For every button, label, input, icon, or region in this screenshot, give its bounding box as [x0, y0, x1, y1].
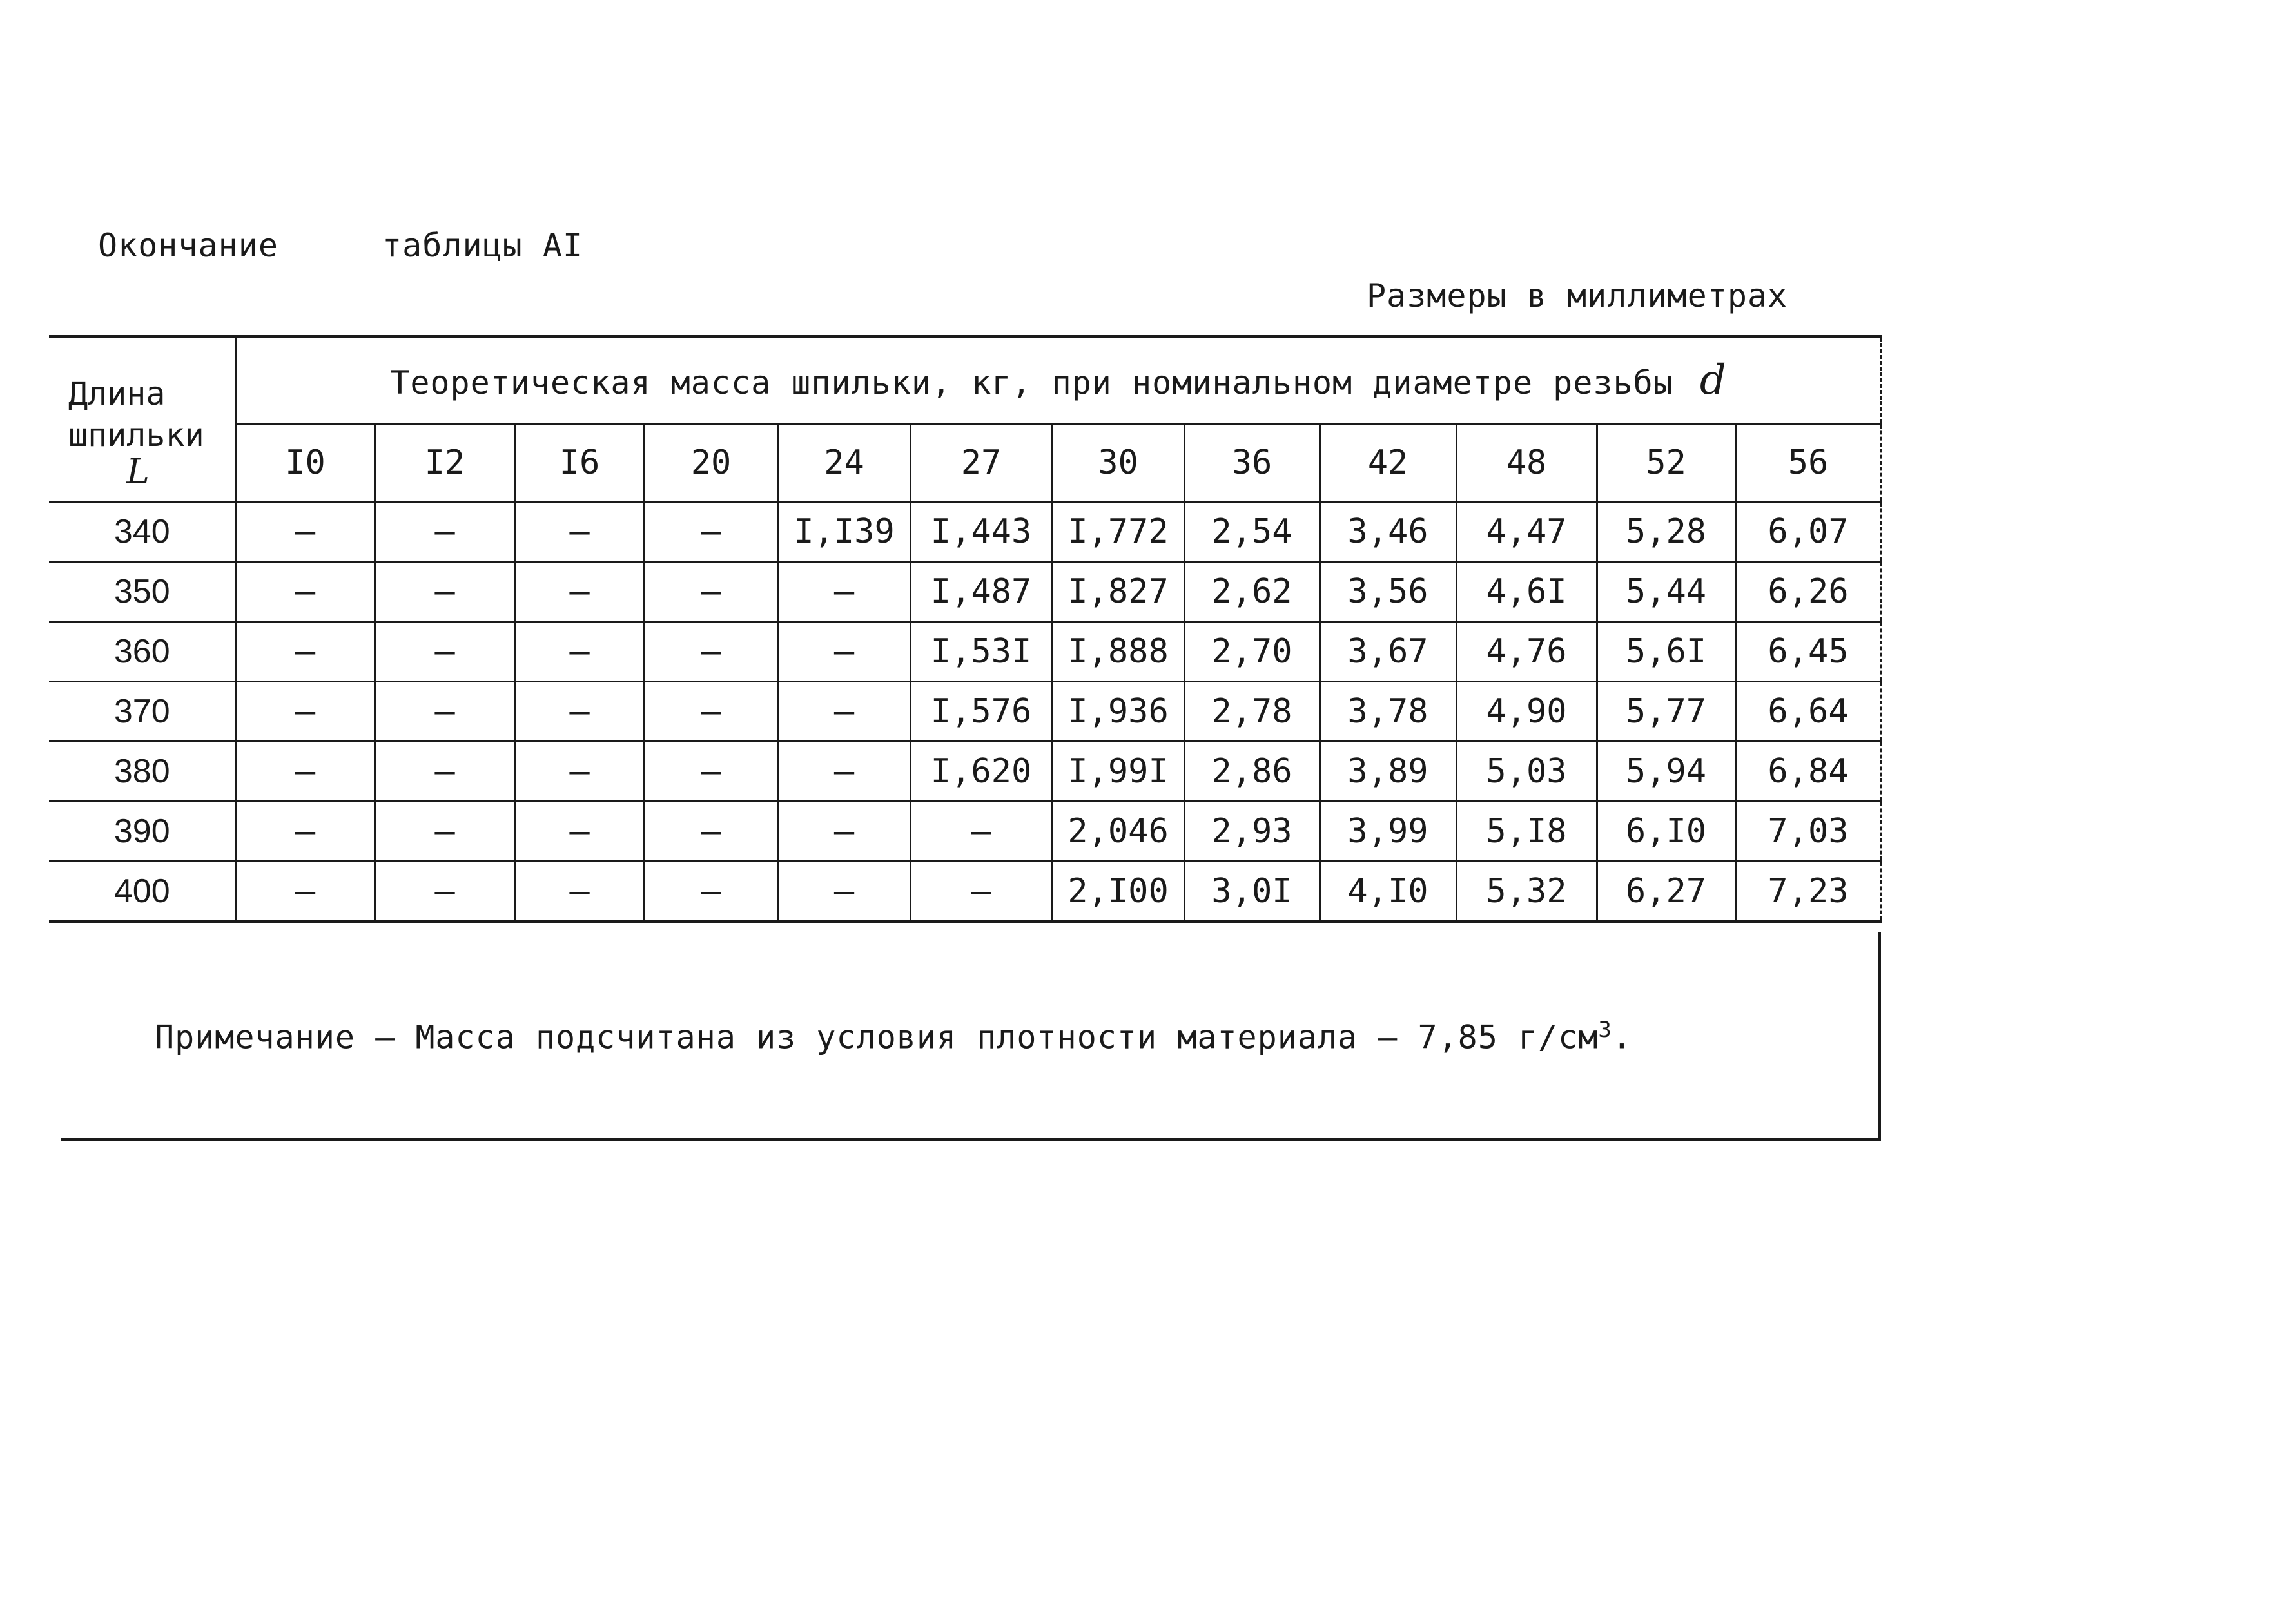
- mass-cell: 2,78: [1184, 682, 1320, 742]
- mass-cell: I,620: [910, 742, 1052, 802]
- caption-table-name: таблицы АI: [382, 227, 583, 264]
- diameter-cell: 20: [644, 424, 778, 502]
- mass-cell: –: [910, 862, 1052, 922]
- mass-cell: 3,67: [1320, 622, 1456, 682]
- mass-cell: 6,27: [1597, 862, 1735, 922]
- mass-cell: –: [515, 862, 644, 922]
- mass-cell: 5,6I: [1597, 622, 1735, 682]
- mass-cell: –: [236, 502, 375, 562]
- mass-cell: I,99I: [1052, 742, 1184, 802]
- mass-cell: –: [778, 622, 910, 682]
- diameter-cell: 48: [1456, 424, 1597, 502]
- mass-cell: 4,90: [1456, 682, 1597, 742]
- mass-table: [49, 335, 1882, 923]
- mass-cell: –: [236, 682, 375, 742]
- length-cell: 350: [49, 562, 236, 622]
- table-caption: [98, 227, 583, 264]
- mass-cell: –: [515, 682, 644, 742]
- units-note: Размеры в миллиметрах: [1367, 277, 1788, 314]
- mass-cell: –: [375, 622, 515, 682]
- diameter-cell: 42: [1320, 424, 1456, 502]
- length-cell: 340: [49, 502, 236, 562]
- length-cell: 400: [49, 862, 236, 922]
- mass-cell: 5,I8: [1456, 802, 1597, 862]
- diameter-cell: 27: [910, 424, 1052, 502]
- note-superscript: 3: [1598, 1017, 1612, 1043]
- mass-cell: –: [515, 502, 644, 562]
- diameter-cell: 30: [1052, 424, 1184, 502]
- mass-cell: I,936: [1052, 682, 1184, 742]
- mass-cell: 3,99: [1320, 802, 1456, 862]
- mass-cell: 7,03: [1735, 802, 1881, 862]
- mass-cell: 7,23: [1735, 862, 1881, 922]
- mass-cell: I,827: [1052, 562, 1184, 622]
- mass-cell: –: [644, 502, 778, 562]
- mass-cell: –: [375, 742, 515, 802]
- mass-cell: 4,47: [1456, 502, 1597, 562]
- mass-cell: 5,03: [1456, 742, 1597, 802]
- mass-cell: 3,56: [1320, 562, 1456, 622]
- diameter-cell: I0: [236, 424, 375, 502]
- mass-cell: –: [644, 802, 778, 862]
- mass-cell: 2,70: [1184, 622, 1320, 682]
- mass-cell: 3,46: [1320, 502, 1456, 562]
- length-header-label: Длина шпильки: [68, 375, 204, 454]
- mass-cell: –: [236, 862, 375, 922]
- table-frame-right: [1878, 932, 1881, 1139]
- mass-cell: 2,62: [1184, 562, 1320, 622]
- mass-cell: 4,76: [1456, 622, 1597, 682]
- mass-cell: I,576: [910, 682, 1052, 742]
- mass-cell: –: [644, 682, 778, 742]
- length-cell: 380: [49, 742, 236, 802]
- mass-header: [236, 336, 1881, 424]
- bottom-rule: [61, 1138, 1881, 1141]
- mass-cell: –: [778, 802, 910, 862]
- caption-ending: Окончание: [98, 227, 278, 264]
- mass-cell: 2,046: [1052, 802, 1184, 862]
- mass-cell: I,888: [1052, 622, 1184, 682]
- mass-cell: –: [375, 802, 515, 862]
- mass-cell: 5,94: [1597, 742, 1735, 802]
- mass-cell: –: [236, 622, 375, 682]
- mass-cell: 6,84: [1735, 742, 1881, 802]
- mass-cell: 5,28: [1597, 502, 1735, 562]
- mass-cell: 3,78: [1320, 682, 1456, 742]
- mass-cell: –: [778, 862, 910, 922]
- mass-cell: 2,54: [1184, 502, 1320, 562]
- table-row: [49, 562, 1881, 622]
- mass-cell: –: [778, 682, 910, 742]
- mass-cell: –: [910, 802, 1052, 862]
- mass-cell: 6,26: [1735, 562, 1881, 622]
- length-header: [49, 336, 236, 502]
- mass-cell: 4,6I: [1456, 562, 1597, 622]
- mass-cell: –: [236, 802, 375, 862]
- mass-cell: –: [778, 742, 910, 802]
- diameter-cell: 56: [1735, 424, 1881, 502]
- mass-cell: 6,07: [1735, 502, 1881, 562]
- diameter-symbol: d: [1699, 356, 1727, 404]
- mass-cell: 6,64: [1735, 682, 1881, 742]
- mass-cell: –: [236, 562, 375, 622]
- mass-cell: –: [375, 682, 515, 742]
- mass-cell: I,53I: [910, 622, 1052, 682]
- mass-cell: 4,I0: [1320, 862, 1456, 922]
- mass-cell: –: [644, 862, 778, 922]
- length-cell: 360: [49, 622, 236, 682]
- note-text: Примечание – Масса подсчитана из условия плотности материала – 7,85 г/см: [155, 1018, 1599, 1056]
- diameter-cell: 24: [778, 424, 910, 502]
- mass-cell: –: [778, 562, 910, 622]
- length-cell: 370: [49, 682, 236, 742]
- note-end: .: [1612, 1018, 1632, 1056]
- mass-cell: –: [515, 622, 644, 682]
- table-row: [49, 742, 1881, 802]
- table-row: [49, 862, 1881, 922]
- mass-cell: –: [375, 502, 515, 562]
- mass-header-label: Теоретическая масса шпильки, кг, при номинальном диаметре резьбы: [390, 364, 1673, 401]
- mass-cell: I,487: [910, 562, 1052, 622]
- mass-cell: 3,0I: [1184, 862, 1320, 922]
- mass-cell: I,772: [1052, 502, 1184, 562]
- mass-cell: I,I39: [778, 502, 910, 562]
- length-symbol: L: [126, 451, 150, 492]
- mass-cell: 2,86: [1184, 742, 1320, 802]
- table-row: [49, 802, 1881, 862]
- table-row: [49, 502, 1881, 562]
- mass-cell: –: [375, 562, 515, 622]
- mass-cell: –: [644, 742, 778, 802]
- mass-cell: –: [515, 802, 644, 862]
- diameter-cell: 36: [1184, 424, 1320, 502]
- mass-cell: 5,32: [1456, 862, 1597, 922]
- mass-cell: –: [236, 742, 375, 802]
- table-row: [49, 682, 1881, 742]
- mass-cell: 5,77: [1597, 682, 1735, 742]
- diameter-cell: 52: [1597, 424, 1735, 502]
- mass-cell: –: [515, 742, 644, 802]
- length-cell: 390: [49, 802, 236, 862]
- mass-cell: –: [644, 622, 778, 682]
- mass-cell: 6,45: [1735, 622, 1881, 682]
- mass-cell: 6,I0: [1597, 802, 1735, 862]
- mass-cell: 3,89: [1320, 742, 1456, 802]
- diameter-row: [49, 424, 1881, 502]
- mass-cell: –: [515, 562, 644, 622]
- mass-cell: 2,I00: [1052, 862, 1184, 922]
- mass-cell: –: [644, 562, 778, 622]
- mass-cell: 5,44: [1597, 562, 1735, 622]
- note: [155, 1017, 1632, 1056]
- diameter-cell: I6: [515, 424, 644, 502]
- mass-cell: 2,93: [1184, 802, 1320, 862]
- diameter-cell: I2: [375, 424, 515, 502]
- mass-cell: I,443: [910, 502, 1052, 562]
- mass-cell: –: [375, 862, 515, 922]
- table-row: [49, 622, 1881, 682]
